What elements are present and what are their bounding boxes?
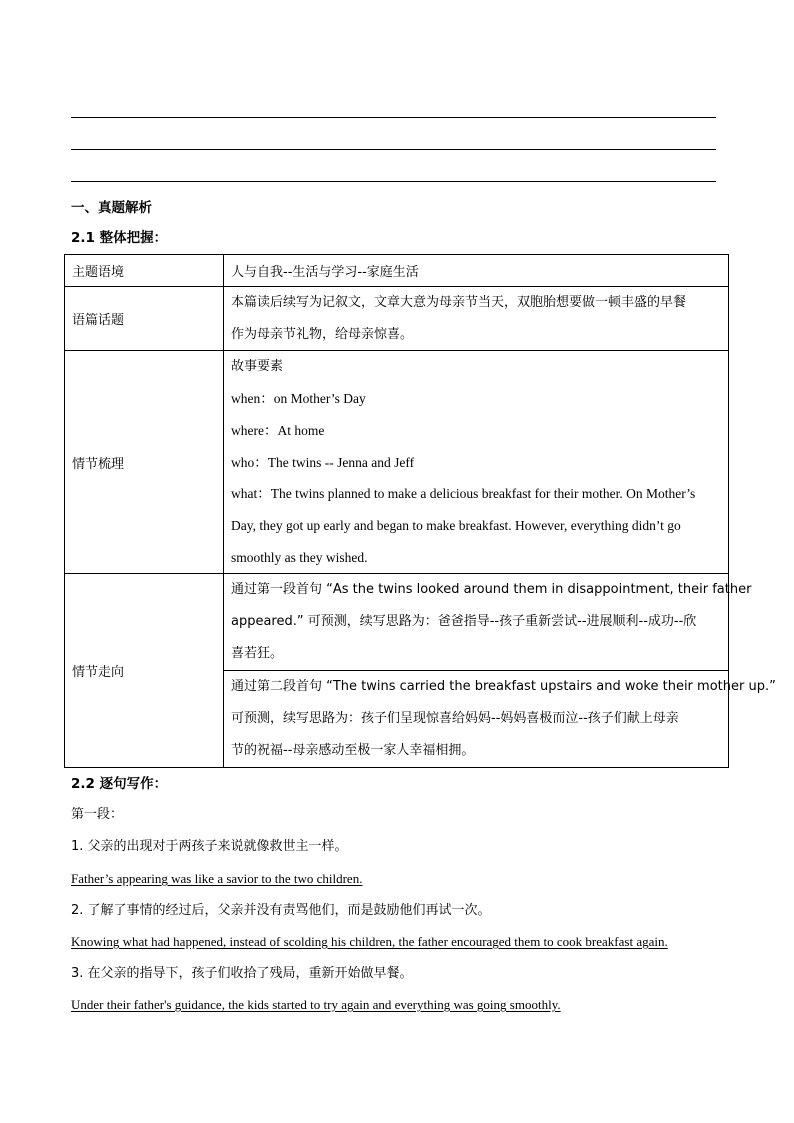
content-line: 通过第二段首句 “The twins carried the breakfast upstairs and woke their mother up.” (231, 679, 776, 695)
content-line: 人与自我--生活与学习--家庭生活 (231, 265, 419, 280)
row-label: 语篇话题 (65, 287, 224, 351)
section-title: 一、真题解析 (71, 200, 152, 216)
content-line: what：The twins planned to make a delicious breakfast for their mother. On Mother’s (231, 486, 696, 502)
content-line: 可预测，续写思路为：孩子们呈现惊喜给妈妈--妈妈喜极而泣--孩子们献上母亲 (231, 711, 679, 727)
row-label: 主题语境 (65, 255, 224, 287)
sentence-prompt: 3. 在父亲的指导下，孩子们收拾了残局，重新开始做早餐。 (71, 966, 413, 981)
row-content (224, 671, 776, 768)
content-line: Day, they got up early and began to make breakfast. However, everything didn’t go (231, 517, 681, 533)
content-line: who：The twins -- Jenna and Jeff (231, 454, 415, 470)
row-content (224, 351, 729, 574)
answer-line-1 (71, 117, 716, 118)
sentence-prompt: 2. 了解了事情的经过后，父亲并没有责骂他们，而是鼓励他们再试一次。 (71, 903, 491, 918)
content-line: 作为母亲节礼物，给母亲惊喜。 (231, 326, 414, 342)
answer-line-2 (71, 149, 716, 150)
content-line: 节的祝福--母亲感动至极一家人幸福相拥。 (231, 743, 475, 759)
sentence-prompt: 1. 父亲的出现对于两孩子来说就像救世主一样。 (71, 839, 348, 854)
table-row (65, 574, 729, 671)
row-content (224, 574, 752, 671)
content-line: 本篇读后续写为记叙文，文章大意为母亲节当天，双胞胎想要做一顿丰盛的早餐 (231, 295, 687, 310)
sentence-answer: Father’s appearing was like a savior to the two children. (71, 871, 363, 886)
row-content (224, 255, 729, 287)
sentence-answer: Under their father's guidance, the kids started to try again and everything was going smoothly. (71, 997, 561, 1012)
content-line: where：At home (231, 422, 325, 438)
row-label: 情节走向 (65, 574, 224, 768)
content-line: 喜若狂。 (231, 646, 284, 662)
content-line: smoothly as they wished. (231, 549, 368, 565)
table-row (65, 351, 729, 574)
row-content (224, 287, 729, 351)
content-line: 通过第一段首句 “As the twins looked around them in disappointment, their father (231, 582, 752, 598)
paragraph-label: 第一段： (71, 807, 124, 822)
content-line: when：on Mother’s Day (231, 391, 366, 407)
row-label: 情节梳理 (65, 351, 224, 574)
subsection-title-sentences: 2.2 逐句写作： (71, 776, 168, 792)
answer-line-3 (71, 181, 716, 182)
subsection-title-overview: 2.1 整体把握： (71, 230, 168, 246)
content-line: 故事要素 (231, 359, 284, 375)
sentence-answer: Knowing what had happened, instead of scolding his children, the father encouraged them to cook breakfast again. (71, 934, 668, 949)
table-row (65, 255, 729, 287)
content-line: appeared.” 可预测，续写思路为：爸爸指导--孩子重新尝试--进展顺利--成功--欣 (231, 614, 697, 630)
analysis-table (64, 254, 776, 768)
table-row (65, 287, 729, 351)
